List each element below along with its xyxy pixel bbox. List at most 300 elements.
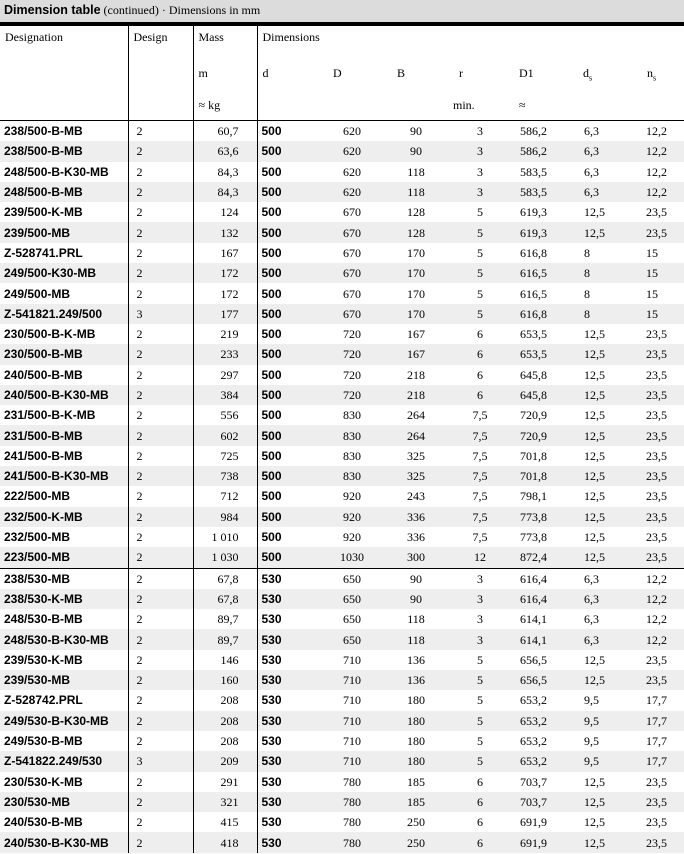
cell-r: 5 <box>477 673 483 688</box>
cell-designation: 230/530-K-MB <box>4 774 83 789</box>
cell-design: 2 <box>128 405 193 425</box>
cell-ds: 12,5 <box>584 327 605 342</box>
cell-B: 118 <box>407 164 425 179</box>
table-row <box>0 589 684 609</box>
cell-ds: 6,3 <box>584 185 599 200</box>
cell-ds: 6,3 <box>584 612 599 627</box>
cell-D1: 703,7 <box>520 794 547 809</box>
cell-mass: 418 <box>193 832 257 852</box>
cell-ds: 12,5 <box>584 367 605 382</box>
cell-ns: 23,5 <box>646 835 667 850</box>
cell-D: 650 <box>343 612 361 627</box>
cell-designation: 232/500-K-MB <box>4 509 83 524</box>
cell-B: 128 <box>407 225 425 240</box>
cell-ds: 12,5 <box>584 835 605 850</box>
table-row <box>0 486 684 506</box>
cell-B: 118 <box>407 185 425 200</box>
header-mass: Mass m ≈ kg <box>193 26 257 121</box>
cell-designation: 223/500-MB <box>4 550 71 565</box>
cell-mass: 84,3 <box>193 162 257 182</box>
cell-r: 6 <box>477 815 483 830</box>
dimension-table <box>0 26 684 853</box>
cell-mass: 233 <box>193 344 257 364</box>
cell-D: 710 <box>343 754 361 769</box>
cell-design: 2 <box>128 731 193 751</box>
cell-design: 2 <box>128 385 193 405</box>
header-ns: $n_s$ <box>647 66 657 83</box>
cell-d: 500 <box>257 243 320 263</box>
cell-mass: 602 <box>193 425 257 445</box>
cell-B: 118 <box>407 612 425 627</box>
cell-r: 5 <box>477 754 483 769</box>
cell-design: 3 <box>128 751 193 771</box>
cell-designation: 238/530-K-MB <box>4 591 83 606</box>
cell-design: 2 <box>128 568 193 589</box>
cell-r: 5 <box>477 306 483 321</box>
cell-design: 2 <box>128 486 193 506</box>
cell-B: 170 <box>407 286 425 301</box>
cell-B: 167 <box>407 347 425 362</box>
cell-D1: 616,5 <box>520 266 547 281</box>
cell-ns: 15 <box>646 286 658 301</box>
table-row <box>0 812 684 832</box>
cell-ns: 23,5 <box>646 428 667 443</box>
cell-D1: 653,5 <box>520 347 547 362</box>
table-body <box>0 121 684 853</box>
cell-B: 90 <box>410 591 422 606</box>
cell-ds: 6,3 <box>584 591 599 606</box>
cell-ds: 12,5 <box>584 489 605 504</box>
cell-d: 500 <box>257 507 320 527</box>
cell-ds: 8 <box>584 266 590 281</box>
cell-ns: 23,5 <box>646 225 667 240</box>
cell-r: 3 <box>477 612 483 627</box>
header-B: B <box>397 66 406 80</box>
cell-r: 5 <box>477 286 483 301</box>
cell-D1: 586,2 <box>520 144 547 159</box>
cell-mass: 89,7 <box>193 629 257 649</box>
cell-d: 530 <box>257 589 320 609</box>
cell-design: 2 <box>128 425 193 445</box>
cell-ns: 12,2 <box>646 632 667 647</box>
cell-mass: 132 <box>193 222 257 242</box>
cell-r: 3 <box>477 144 483 159</box>
cell-d: 530 <box>257 568 320 589</box>
cell-ds: 12,5 <box>584 815 605 830</box>
cell-D1: 691,9 <box>520 815 547 830</box>
table-title: Dimension table <box>4 3 101 17</box>
cell-ns: 12,2 <box>640 568 684 589</box>
cell-D: 920 <box>343 489 361 504</box>
table-row <box>0 202 684 222</box>
cell-ds: 12,5 <box>584 448 605 463</box>
cell-design: 2 <box>128 182 193 202</box>
cell-mass: 146 <box>193 650 257 670</box>
cell-mass: 725 <box>193 446 257 466</box>
cell-d: 500 <box>257 202 320 222</box>
cell-designation: 248/500-B-K30-MB <box>4 164 109 179</box>
header-dimensions: Dimensions <box>262 30 320 44</box>
cell-designation: Z-528741.PRL <box>4 245 83 260</box>
cell-ds: 12,5 <box>584 774 605 789</box>
cell-ns: 12,2 <box>646 164 667 179</box>
header-designation: Designation <box>5 30 63 44</box>
cell-D: 620 <box>343 124 361 139</box>
header-D1-note: ≈ <box>519 98 526 112</box>
cell-ds: 12,5 <box>584 530 605 545</box>
cell-designation: 231/500-B-K-MB <box>4 408 96 423</box>
cell-r: 3 <box>477 591 483 606</box>
cell-r: 5 <box>477 205 483 220</box>
cell-D1: 653,5 <box>520 327 547 342</box>
cell-designation: Z-541821.249/500 <box>4 306 103 321</box>
cell-ns: 17,7 <box>646 734 667 749</box>
cell-D: 780 <box>343 774 361 789</box>
header-row <box>0 26 684 121</box>
cell-ns: 17,7 <box>646 754 667 769</box>
cell-d: 500 <box>257 344 320 364</box>
cell-mass: 208 <box>193 731 257 751</box>
cell-ds: 9,5 <box>584 754 599 769</box>
cell-mass: 984 <box>193 507 257 527</box>
cell-ds: 6,3 <box>584 124 599 139</box>
cell-designation: 230/530-MB <box>4 794 71 809</box>
table-row <box>0 304 684 324</box>
cell-D1: 583,5 <box>520 164 547 179</box>
cell-design: 2 <box>128 344 193 364</box>
cell-r: 3 <box>477 632 483 647</box>
cell-D: 1030 <box>340 550 364 565</box>
cell-D1: 616,4 <box>512 568 576 589</box>
cell-designation: Z-528742.PRL <box>4 693 83 708</box>
cell-mass: 67,8 <box>193 589 257 609</box>
cell-d: 530 <box>257 690 320 710</box>
cell-D1: 656,5 <box>520 652 547 667</box>
cell-r: 6 <box>477 774 483 789</box>
table-row <box>0 121 684 142</box>
cell-ns: 17,7 <box>646 693 667 708</box>
cell-B: 180 <box>407 754 425 769</box>
cell-ds: 12,5 <box>584 225 605 240</box>
table-row <box>0 609 684 629</box>
cell-D: 780 <box>343 815 361 830</box>
cell-D1: 583,5 <box>520 185 547 200</box>
cell-design: 2 <box>128 466 193 486</box>
cell-r: 3 <box>477 185 483 200</box>
cell-design: 2 <box>128 222 193 242</box>
cell-mass: 63,6 <box>193 141 257 161</box>
cell-D1: 653,2 <box>520 693 547 708</box>
cell-ns: 23,5 <box>646 794 667 809</box>
cell-B: 170 <box>407 266 425 281</box>
cell-ds: 8 <box>584 245 590 260</box>
cell-designation: 249/530-B-MB <box>4 734 83 749</box>
cell-ds: 12,5 <box>584 388 605 402</box>
cell-D: 920 <box>343 509 361 524</box>
cell-mass: 167 <box>193 243 257 263</box>
cell-B: 336 <box>407 509 425 524</box>
cell-ns: 23,5 <box>646 489 667 504</box>
cell-d: 500 <box>257 466 320 486</box>
cell-mass: 384 <box>193 385 257 405</box>
cell-B: 264 <box>407 428 425 443</box>
table-row <box>0 446 684 466</box>
table-row <box>0 365 684 385</box>
cell-D1: 720,9 <box>520 428 547 443</box>
table-row <box>0 344 684 364</box>
cell-B: 170 <box>407 306 425 321</box>
cell-d: 530 <box>257 812 320 832</box>
cell-D: 720 <box>343 388 361 402</box>
cell-B: 180 <box>407 693 425 708</box>
header-mass-symbol: m <box>198 66 208 80</box>
cell-design: 2 <box>128 162 193 182</box>
cell-mass: 208 <box>193 711 257 731</box>
cell-design: 2 <box>128 589 193 609</box>
cell-r: 7,5 <box>472 408 488 423</box>
cell-design: 2 <box>128 690 193 710</box>
cell-mass: 67,8 <box>193 568 257 589</box>
cell-ds: 6,3 <box>584 144 599 159</box>
cell-d: 500 <box>257 446 320 466</box>
cell-d: 500 <box>257 527 320 547</box>
cell-d: 530 <box>257 629 320 649</box>
header-ds: $d_s$ <box>583 66 593 83</box>
cell-r: 6 <box>477 794 483 809</box>
table-row <box>0 792 684 812</box>
cell-B: 118 <box>407 632 425 647</box>
cell-D1: 619,3 <box>520 225 547 240</box>
cell-D: 710 <box>343 713 361 728</box>
cell-B: 180 <box>407 734 425 749</box>
cell-r: 5 <box>477 652 483 667</box>
cell-mass: 84,3 <box>193 182 257 202</box>
cell-D: 830 <box>343 448 361 463</box>
cell-ds: 12,5 <box>584 469 605 484</box>
cell-B: 250 <box>407 835 425 850</box>
cell-ns: 17,7 <box>646 713 667 728</box>
table-row <box>0 527 684 547</box>
table-row <box>0 243 684 263</box>
table-row <box>0 772 684 792</box>
cell-d: 500 <box>257 222 320 242</box>
cell-D1: 619,3 <box>520 205 547 220</box>
cell-d: 500 <box>257 263 320 283</box>
cell-B: 136 <box>407 652 425 667</box>
cell-d: 530 <box>257 650 320 670</box>
cell-mass: 415 <box>193 812 257 832</box>
cell-designation: 232/500-MB <box>4 530 71 545</box>
cell-d: 500 <box>257 547 320 568</box>
cell-ns: 23,5 <box>646 327 667 342</box>
cell-r: 7,5 <box>472 530 488 545</box>
cell-design: 2 <box>128 283 193 303</box>
table-row <box>0 832 684 852</box>
table-row <box>0 141 684 161</box>
cell-r: 7,5 <box>472 489 488 504</box>
table-row <box>0 283 684 303</box>
cell-D: 670 <box>343 225 361 240</box>
cell-D1: 586,2 <box>520 124 547 139</box>
cell-B: 90 <box>384 568 448 589</box>
cell-mass: 321 <box>193 792 257 812</box>
cell-design: 2 <box>128 446 193 466</box>
table-row <box>0 670 684 690</box>
cell-D: 830 <box>343 428 361 443</box>
cell-ns: 23,5 <box>646 673 667 688</box>
table-row <box>0 324 684 344</box>
cell-d: 500 <box>257 385 320 405</box>
cell-ns: 23,5 <box>646 347 667 362</box>
cell-ds: 12,5 <box>584 652 605 667</box>
cell-r: 7,5 <box>472 428 488 443</box>
cell-D1: 614,1 <box>520 632 547 647</box>
cell-ns: 15 <box>646 306 658 321</box>
cell-design: 2 <box>128 711 193 731</box>
cell-ns: 15 <box>646 266 658 281</box>
cell-B: 90 <box>410 124 422 139</box>
table-row <box>0 263 684 283</box>
cell-r: 5 <box>477 713 483 728</box>
cell-designation: 231/500-B-MB <box>4 428 83 443</box>
header-design: Design <box>128 26 193 121</box>
cell-designation: 248/500-B-MB <box>4 185 83 200</box>
cell-mass: 209 <box>193 751 257 771</box>
cell-B: 170 <box>407 245 425 260</box>
cell-ns: 23,5 <box>646 550 667 565</box>
cell-D: 710 <box>343 693 361 708</box>
cell-ds: 8 <box>584 306 590 321</box>
cell-design: 2 <box>128 243 193 263</box>
table-row <box>0 629 684 649</box>
cell-r: 7,5 <box>472 448 488 463</box>
cell-ns: 23,5 <box>646 448 667 463</box>
cell-D1: 653,2 <box>520 754 547 769</box>
cell-designation: 249/500-MB <box>4 286 71 301</box>
cell-d: 500 <box>257 486 320 506</box>
cell-D: 720 <box>343 347 361 362</box>
cell-D: 650 <box>343 591 361 606</box>
cell-d: 500 <box>257 162 320 182</box>
cell-D1: 703,7 <box>520 774 547 789</box>
cell-r: 3 <box>448 568 512 589</box>
cell-design: 2 <box>128 527 193 547</box>
table-row <box>0 547 684 568</box>
cell-ds: 12,5 <box>584 347 605 362</box>
cell-designation: 241/500-B-MB <box>4 448 83 463</box>
cell-d: 500 <box>257 365 320 385</box>
table-row <box>0 182 684 202</box>
cell-r: 5 <box>477 266 483 281</box>
cell-ns: 23,5 <box>646 388 667 402</box>
cell-ds: 8 <box>584 286 590 301</box>
table-row <box>0 466 684 486</box>
cell-D: 920 <box>343 530 361 545</box>
table-row <box>0 751 684 771</box>
cell-r: 6 <box>477 835 483 850</box>
cell-design: 2 <box>128 365 193 385</box>
table-title-bar <box>0 0 684 26</box>
cell-ns: 23,5 <box>646 509 667 524</box>
cell-D: 670 <box>343 266 361 281</box>
cell-ns: 23,5 <box>646 408 667 423</box>
cell-d: 500 <box>257 405 320 425</box>
header-mass-unit: ≈ kg <box>198 98 221 112</box>
cell-mass: 124 <box>193 202 257 222</box>
cell-ns: 23,5 <box>646 469 667 484</box>
cell-ds: 12,5 <box>584 673 605 688</box>
cell-B: 218 <box>407 367 425 382</box>
cell-design: 2 <box>128 202 193 222</box>
cell-D: 670 <box>343 306 361 321</box>
cell-designation: 240/500-B-K30-MB <box>4 388 109 402</box>
cell-D: 780 <box>343 794 361 809</box>
cell-ds: 12,5 <box>584 428 605 443</box>
cell-mass: 738 <box>193 466 257 486</box>
cell-r: 5 <box>477 693 483 708</box>
cell-D: 830 <box>343 408 361 423</box>
cell-ns: 15 <box>646 245 658 260</box>
cell-D1: 653,2 <box>520 713 547 728</box>
cell-r: 6 <box>477 327 483 342</box>
cell-D1: 798,1 <box>520 489 547 504</box>
cell-designation: 238/530-MB <box>0 568 128 589</box>
cell-D1: 773,8 <box>520 530 547 545</box>
cell-designation: 248/530-B-K30-MB <box>4 632 109 647</box>
cell-designation: 240/530-B-MB <box>4 815 83 830</box>
cell-d: 530 <box>257 731 320 751</box>
cell-design: 2 <box>128 609 193 629</box>
cell-D: 710 <box>343 652 361 667</box>
table-row <box>0 711 684 731</box>
cell-r: 6 <box>477 347 483 362</box>
cell-designation: 239/530-MB <box>4 673 71 688</box>
cell-ds: 6,3 <box>584 164 599 179</box>
cell-D: 670 <box>343 245 361 260</box>
cell-design: 2 <box>128 812 193 832</box>
cell-mass: 177 <box>193 304 257 324</box>
cell-design: 2 <box>128 547 193 568</box>
cell-D: 620 <box>343 144 361 159</box>
cell-design: 2 <box>128 263 193 283</box>
cell-D: 650 <box>343 632 361 647</box>
cell-design: 3 <box>128 304 193 324</box>
cell-mass: 1 010 <box>193 527 257 547</box>
cell-D: 710 <box>343 673 361 688</box>
cell-ds: 12,5 <box>584 550 605 565</box>
header-D1: D1 ≈ <box>519 66 534 112</box>
cell-d: 530 <box>257 711 320 731</box>
header-d: Dimensions d <box>257 26 320 121</box>
cell-ds: 9,5 <box>584 734 599 749</box>
cell-D1: 645,8 <box>520 388 547 402</box>
cell-ns: 12,2 <box>646 591 667 606</box>
cell-D: 620 <box>343 185 361 200</box>
cell-ns: 12,2 <box>646 185 667 200</box>
cell-design: 2 <box>128 670 193 690</box>
table-row <box>0 405 684 425</box>
cell-D: 830 <box>343 469 361 484</box>
cell-r: 6 <box>477 388 483 402</box>
cell-D1: 773,8 <box>520 509 547 524</box>
cell-ns: 23,5 <box>646 652 667 667</box>
cell-r: 3 <box>477 164 483 179</box>
cell-designation: 238/500-B-MB <box>4 144 83 159</box>
cell-B: 336 <box>407 530 425 545</box>
cell-designation: 230/500-B-K-MB <box>4 327 96 342</box>
cell-ds: 12,5 <box>584 509 605 524</box>
table-row <box>0 425 684 445</box>
